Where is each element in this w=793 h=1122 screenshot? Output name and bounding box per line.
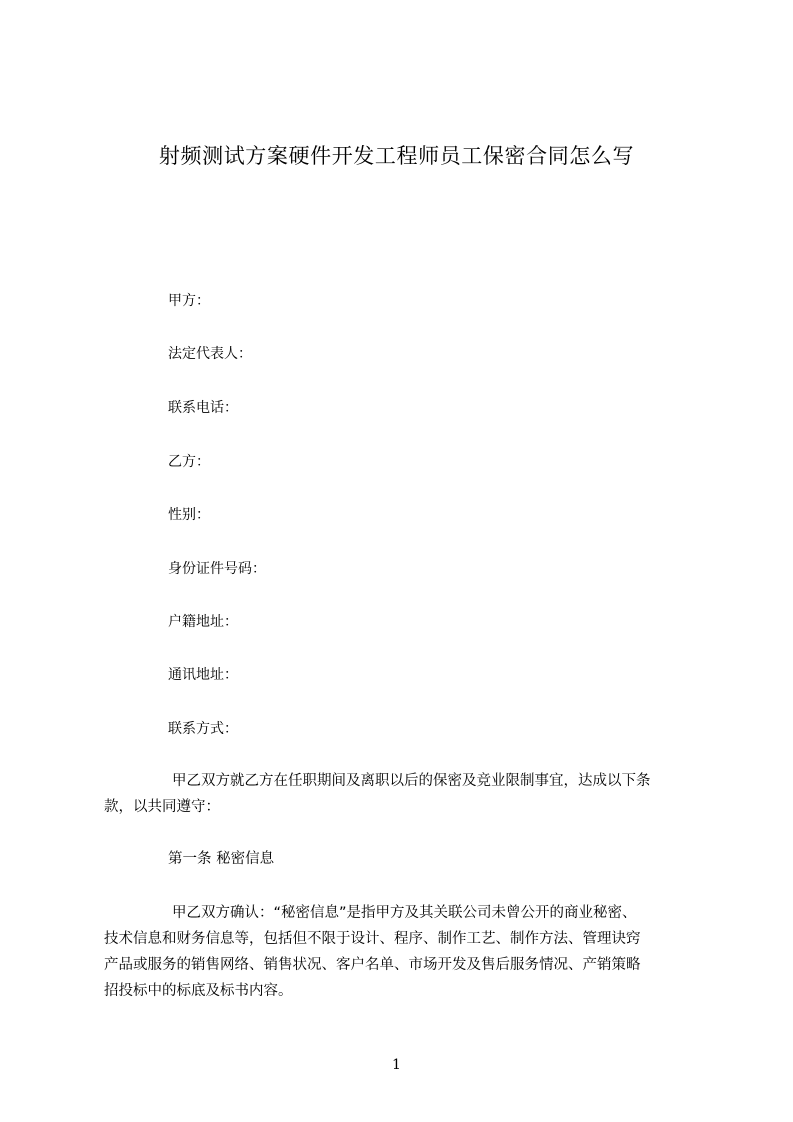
field-contact-phone: 联系电话： — [168, 400, 238, 416]
intro-line: 甲乙双方就乙方在任职期间及离职以后的保密及竞业限制事宜，达成以下条 — [172, 773, 651, 789]
article-paragraph — [104, 900, 704, 1004]
article-line: 招投标中的标底及标书内容。 — [104, 983, 293, 999]
article-heading: 第一条 秘密信息 — [168, 851, 275, 867]
field-contact-method: 联系方式： — [168, 721, 238, 737]
intro-paragraph — [104, 768, 704, 820]
intro-line: 款，以共同遵守： — [104, 799, 220, 815]
field-id-number: 身份证件号码： — [168, 561, 266, 577]
field-legal-representative: 法定代表人： — [168, 346, 252, 362]
article-line: 产品或服务的销售网络、销售状况、客户名单、市场开发及售后服务情况、产销策略 — [104, 957, 641, 973]
field-party-b: 乙方： — [168, 454, 210, 470]
document-title: 射频测试方案硬件开发工程师员工保密合同怎么写 — [158, 144, 635, 168]
article-line: 甲乙双方确认：“秘密信息”是指甲方及其关联公司未曾公开的商业秘密、 — [172, 905, 637, 921]
page-number: 1 — [392, 1057, 401, 1073]
article-line: 技术信息和财务信息等，包括但不限于设计、程序、制作工艺、制作方法、管理诀窍 — [104, 931, 641, 947]
field-gender: 性别： — [168, 507, 210, 523]
field-party-a: 甲方： — [168, 293, 210, 309]
field-mailing-address: 通讯地址： — [168, 667, 238, 683]
field-household-address: 户籍地址： — [168, 614, 238, 630]
